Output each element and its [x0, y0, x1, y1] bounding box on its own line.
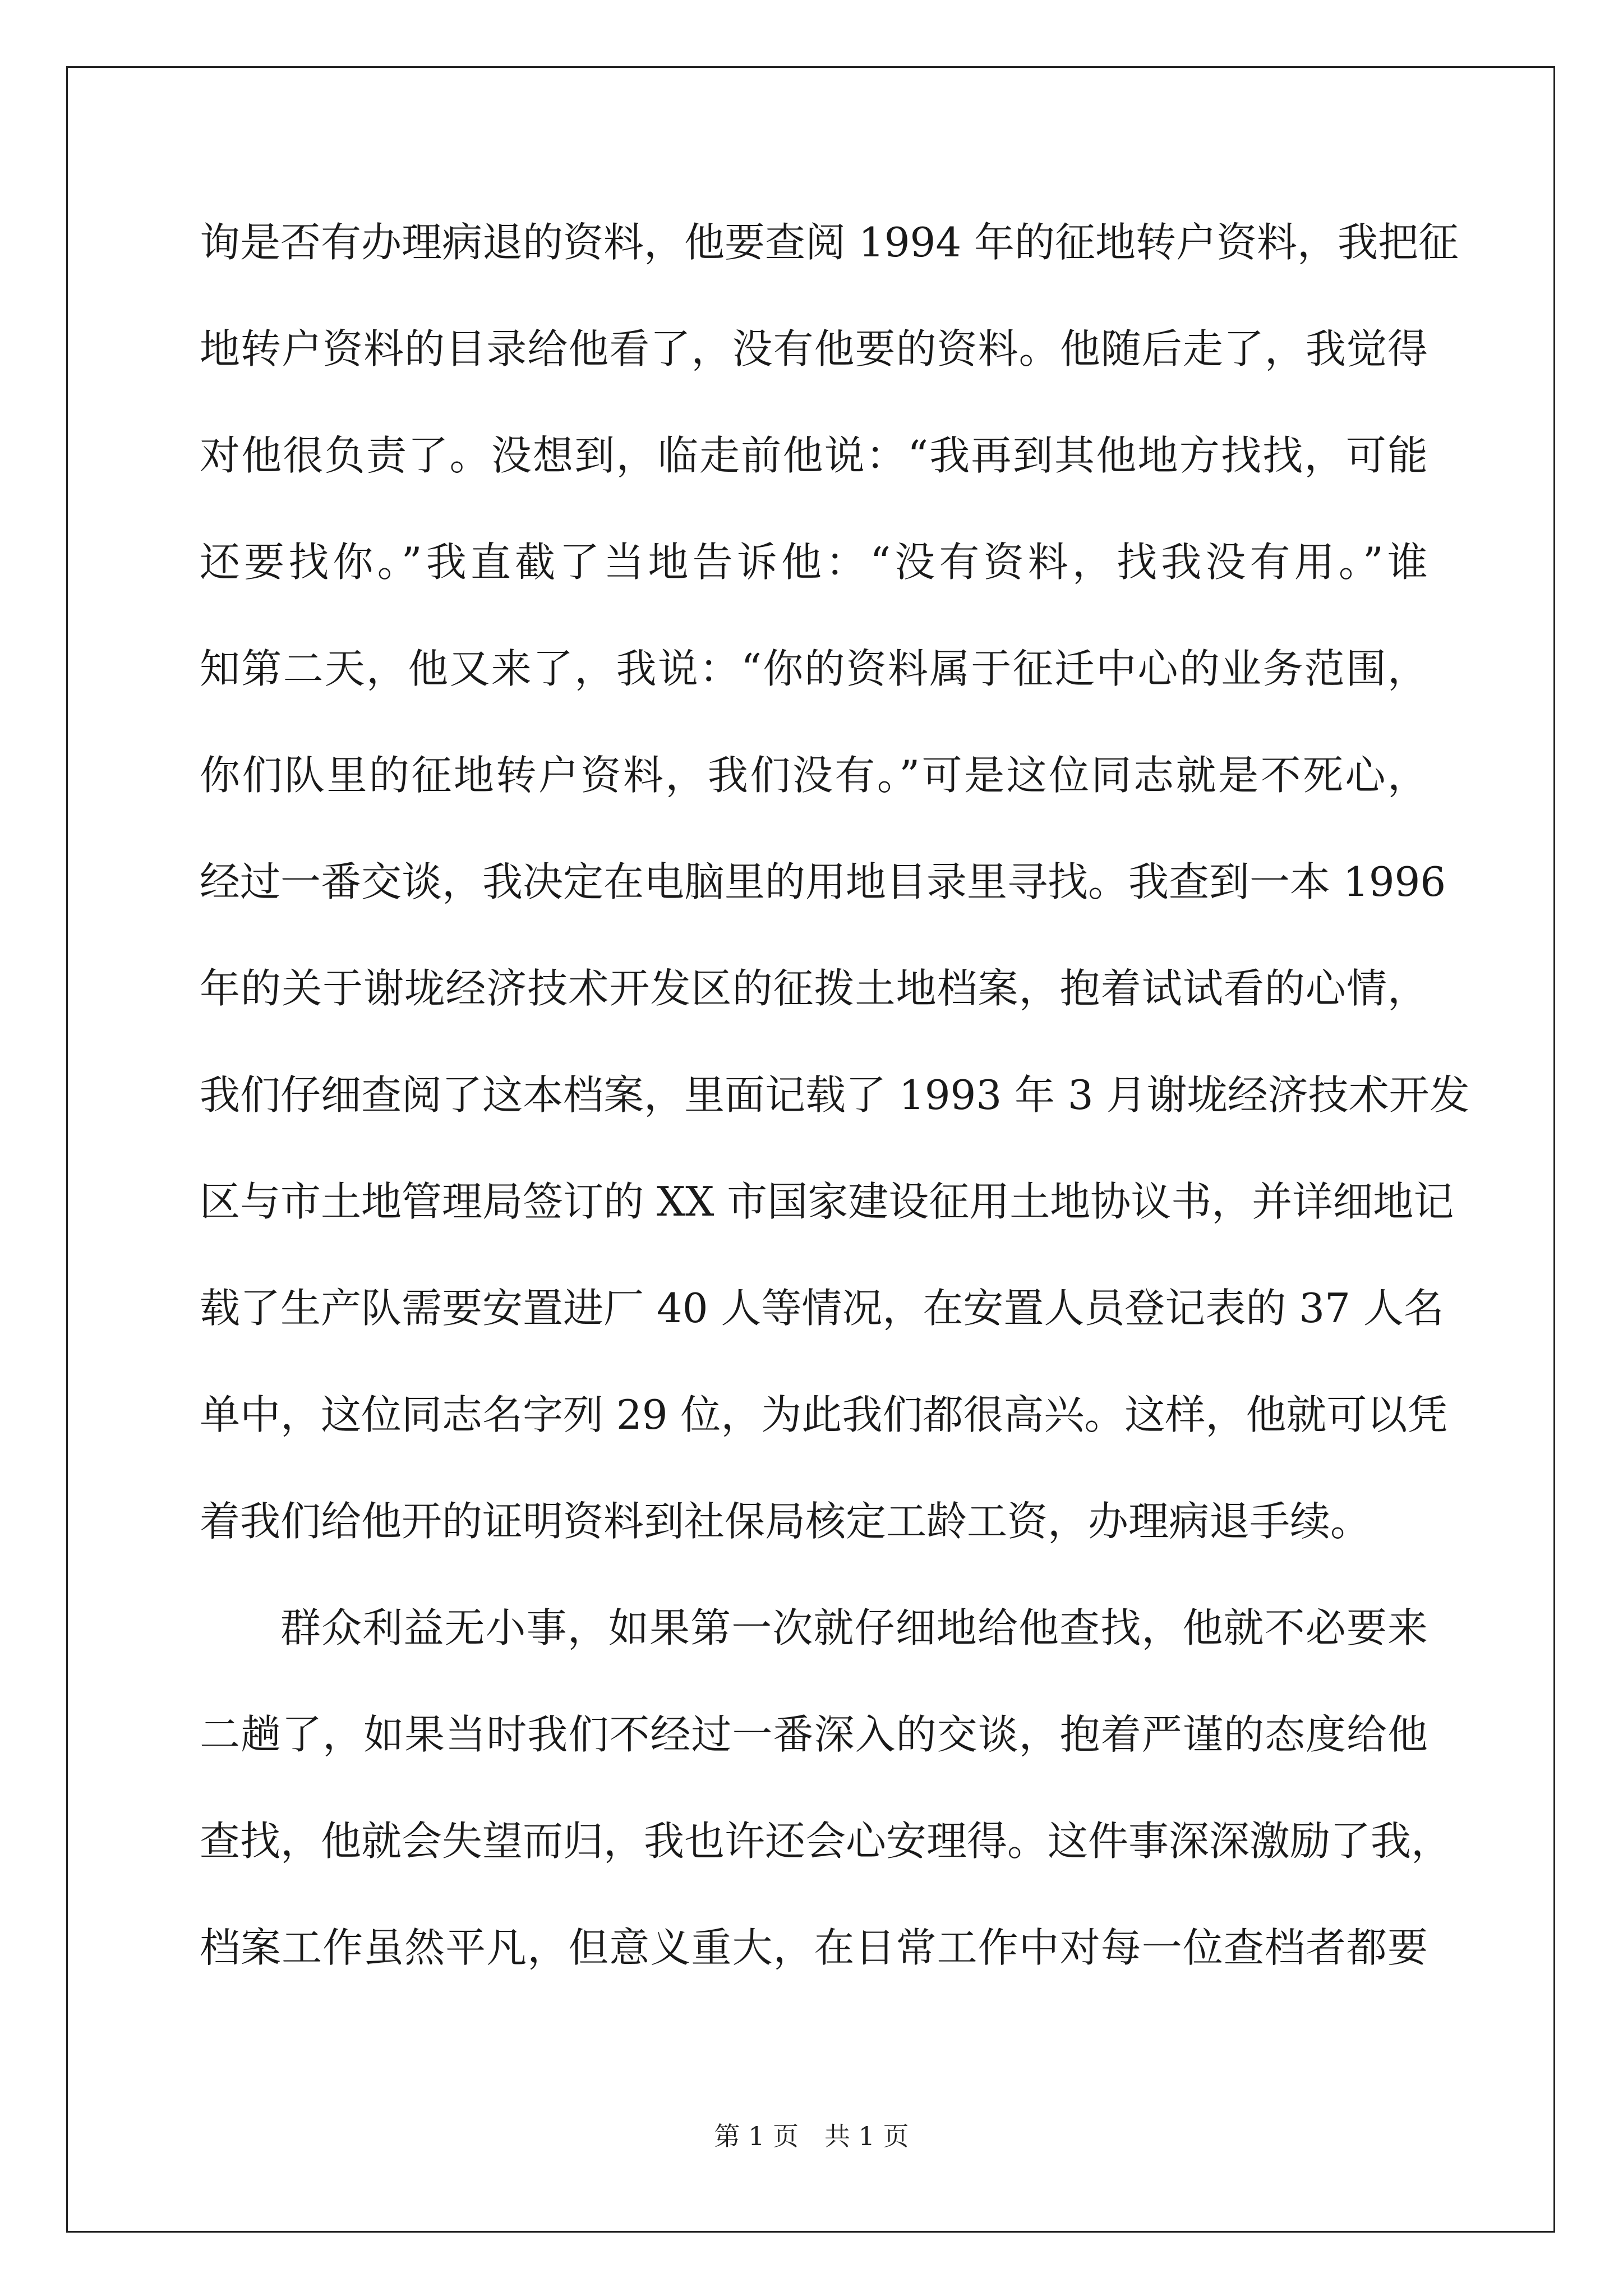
text-line: 地转户资料的目录给他看了，没有他要的资料。他随后走了，我觉得 — [200, 325, 1428, 372]
text-line: 查找，他就会失望而归，我也许还会心安理得。这件事深深激励了我， — [200, 1818, 1452, 1865]
text-line: 知第二天，他又来了，我说：“你的资料属于征迁中心的业务范围， — [200, 645, 1428, 692]
text-line: 二趟了，如果当时我们不经过一番深入的交谈，抱着严谨的态度给他 — [200, 1711, 1428, 1758]
text-line: 单中，这位同志名字列 29 位，为此我们都很高兴。这样，他就可以凭 — [200, 1391, 1448, 1438]
text-line: 还要找你。”我直截了当地告诉他：“没有资料，找我没有用。”谁 — [200, 539, 1428, 586]
text-line: 询是否有办理病退的资料，他要查阅 1994 年的征地转户资料，我把征 — [200, 219, 1459, 266]
page-total: 共 1 页 — [824, 2121, 909, 2151]
text-line: 着我们给他开的证明资料到社保局核定工龄工资，办理病退手续。 — [200, 1498, 1371, 1545]
page-footer — [0, 2119, 1623, 2153]
text-line: 年的关于谢垅经济技术开发区的征拨土地档案，抱着试试看的心情， — [200, 965, 1428, 1012]
text-line: 载了生产队需要安置进厂 40 人等情况，在安置人员登记表的 37 人名 — [200, 1285, 1444, 1332]
page-number: 第 1 页 — [714, 2121, 799, 2151]
text-line: 区与市土地管理局签订的 XX 市国家建设征用土地协议书，并详细地记 — [200, 1178, 1454, 1225]
text-line: 对他很负责了。没想到，临走前他说：“我再到其他地方找找，可能 — [200, 432, 1428, 479]
text-line: 你们队里的征地转户资料，我们没有。”可是这位同志就是不死心， — [200, 752, 1428, 799]
text-line-paragraph-start: 群众利益无小事，如果第一次就仔细地给他查找，他就不必要来 — [280, 1604, 1428, 1651]
document-body — [200, 209, 1470, 2021]
text-line: 经过一番交谈，我决定在电脑里的用地目录里寻找。我查到一本 1996 — [200, 858, 1446, 905]
text-line: 档案工作虽然平凡，但意义重大，在日常工作中对每一位查档者都要 — [200, 1924, 1428, 1971]
text-line: 我们仔细查阅了这本档案，里面记载了 1993 年 3 月谢垅经济技术开发 — [200, 1071, 1470, 1119]
